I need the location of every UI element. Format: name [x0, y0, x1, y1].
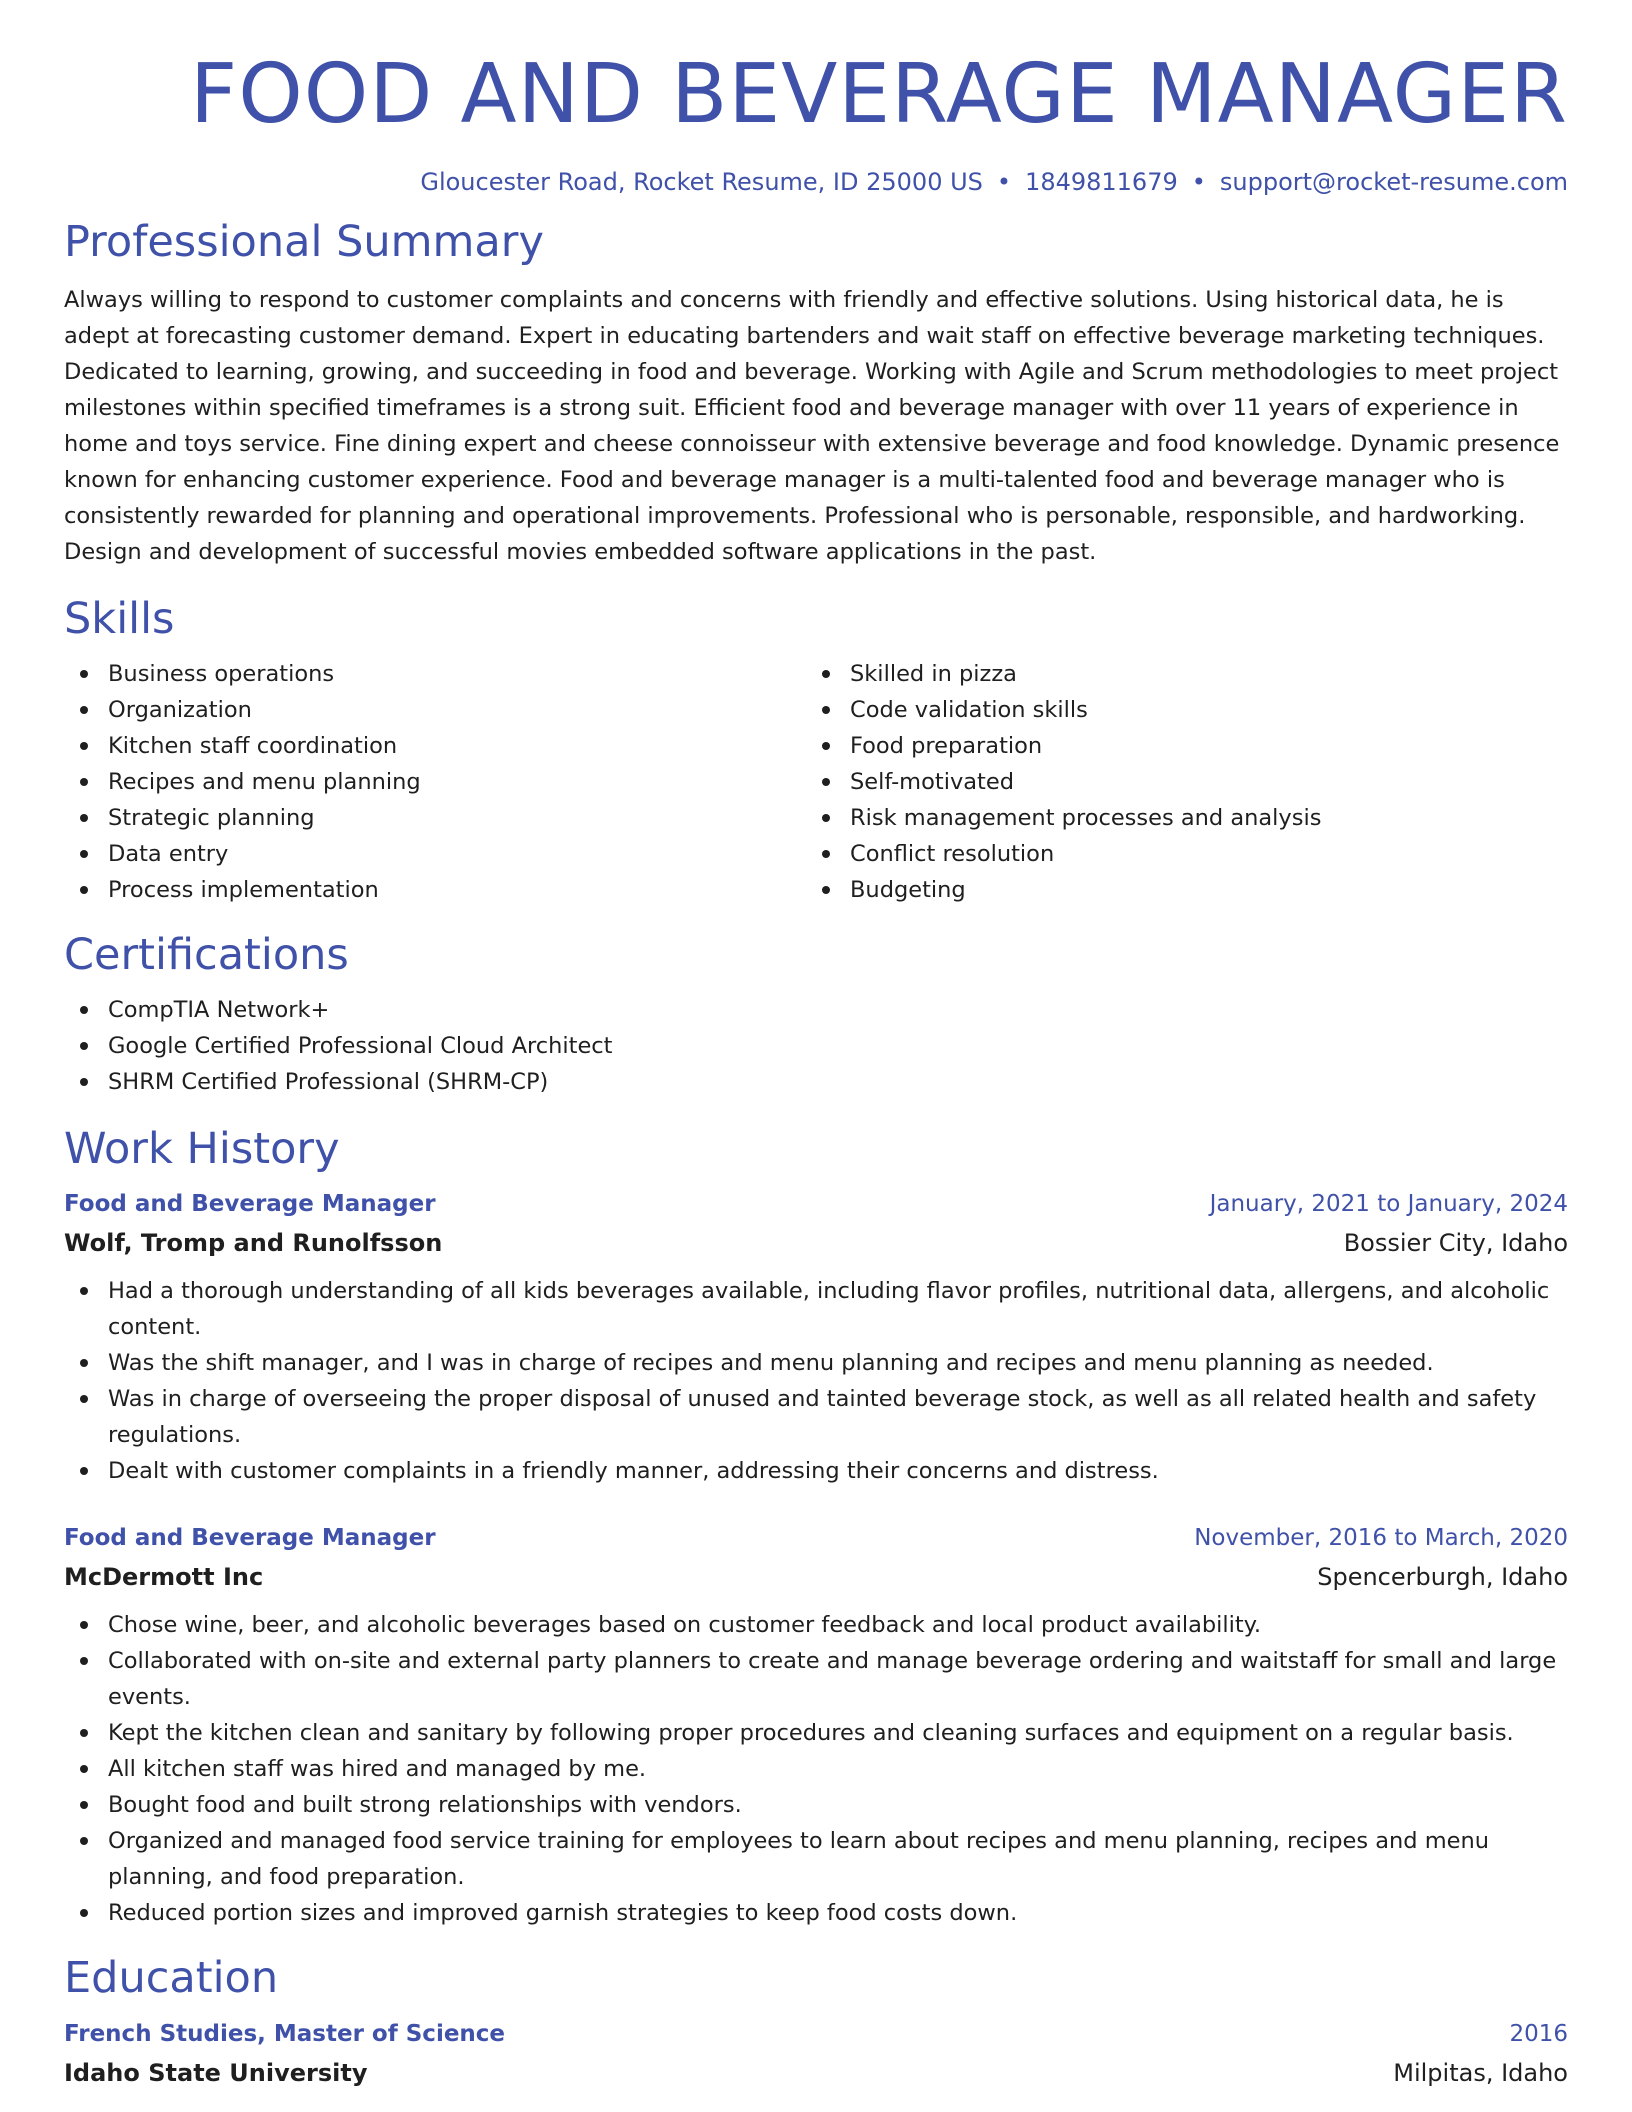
certifications-list [64, 992, 1568, 1100]
skills-list-right [806, 656, 1548, 908]
contact-separator: • [1191, 168, 1206, 197]
certification-item: CompTIA Network+ [64, 992, 1568, 1028]
job-location: Spencerburgh, Idaho [1317, 1563, 1568, 1592]
job-company: Wolf, Tromp and Runolfsson [64, 1229, 443, 1258]
job-entry [64, 1185, 1568, 1489]
job-dates: November, 2016 to March, 2020 [1194, 1525, 1568, 1552]
summary-heading: Professional Summary [64, 216, 544, 267]
job-header-row [64, 1519, 1568, 1557]
job-bullet: Kept the kitchen clean and sanitary by following proper procedures and cleaning surfaces and equipment on a regular basis. [64, 1715, 1568, 1751]
skill-item: Food preparation [806, 728, 1548, 764]
certifications-section [64, 930, 1568, 1100]
skill-item: Strategic planning [64, 800, 806, 836]
work-history-section [64, 1124, 1568, 1932]
skills-list-left [64, 656, 806, 908]
contact-address: Gloucester Road, Rocket Resume, ID 25000 US [420, 168, 983, 197]
job-location: Bossier City, Idaho [1343, 1229, 1568, 1258]
resume-title: FOOD AND BEVERAGE MANAGER [190, 47, 1568, 142]
skill-item: Recipes and menu planning [64, 764, 806, 800]
skill-item: Risk management processes and analysis [806, 800, 1548, 836]
job-bullets [64, 1273, 1568, 1489]
work-history-heading: Work History [64, 1123, 340, 1174]
contact-email[interactable]: support@rocket-resume.com [1219, 168, 1568, 197]
skill-item: Code validation skills [806, 692, 1548, 728]
skills-column-left [64, 656, 806, 908]
contact-separator: • [996, 168, 1012, 197]
summary-text: Always willing to respond to customer complaints and concerns with friendly and effective solutions. Using historical data, he is adept at forecasting customer demand. Expert in educating bartenders and wait staff on effective beverage marketing techniques. Dedicated to learning, growing, and succeeding in food and beverage. Working with Agile and Scrum methodologies to meet project milestones within specified timeframes is a strong suit. Efficient food and beverage manager with over 11 years of experience in home and toys service. Fine dining expert and cheese connoisseur with extensive beverage and food knowledge. Dynamic presence known for enhancing customer experience. Food and beverage manager is a multi-talented food and beverage manager who is consistently rewarded for planning and operational improvements. Professional who is personable, responsible, and hardworking. Design and development of successful movies embedded software applications in the past. [64, 287, 1560, 566]
job-bullets [64, 1607, 1568, 1931]
certification-item: SHRM Certified Professional (SHRM-CP) [64, 1064, 1568, 1100]
job-company-row [64, 1223, 1568, 1263]
job-bullet: Organized and managed food service training for employees to learn about recipes and menu planning, recipes and menu planning, and food preparation. [64, 1823, 1568, 1895]
education-entry [64, 2015, 1568, 2093]
skill-item: Kitchen staff coordination [64, 728, 806, 764]
skills-column-right [806, 656, 1548, 908]
summary-section [64, 217, 1568, 571]
resume-header [64, 47, 1568, 197]
job-bullet: Was in charge of overseeing the proper disposal of unused and tainted beverage stock, as well as all related health and safety regulations. [64, 1381, 1568, 1453]
skills-grid [64, 656, 1568, 908]
skill-item: Conflict resolution [806, 836, 1548, 872]
job-title: Food and Beverage Manager [64, 1525, 436, 1552]
job-bullet: Bought food and built strong relationships with vendors. [64, 1787, 1568, 1823]
job-header-row [64, 1185, 1568, 1223]
skill-item: Skilled in pizza [806, 656, 1548, 692]
skill-item: Business operations [64, 656, 806, 692]
job-bullet: Had a thorough understanding of all kids beverages available, including flavor profiles, nutritional data, allergens, and alcoholic content. [64, 1273, 1568, 1345]
skills-section [64, 594, 1568, 908]
contact-line [64, 168, 1568, 197]
job-title: Food and Beverage Manager [64, 1191, 436, 1218]
certification-item: Google Certified Professional Cloud Architect [64, 1028, 1568, 1064]
contact-phone: 1849811679 [1025, 168, 1178, 197]
job-bullet: Reduced portion sizes and improved garnish strategies to keep food costs down. [64, 1895, 1568, 1931]
education-header-row [64, 2015, 1568, 2053]
education-school: Idaho State University [64, 2058, 368, 2087]
skill-item: Organization [64, 692, 806, 728]
job-bullet: All kitchen staff was hired and managed by me. [64, 1751, 1568, 1787]
education-degree: French Studies, Master of Science [64, 2020, 506, 2047]
job-company: McDermott Inc [64, 1563, 264, 1592]
education-location: Milpitas, Idaho [1393, 2058, 1568, 2087]
skill-item: Self-motivated [806, 764, 1548, 800]
certifications-heading: Certifications [64, 930, 349, 981]
education-school-row [64, 2053, 1568, 2093]
skill-item: Data entry [64, 836, 806, 872]
skills-heading: Skills [64, 594, 175, 645]
job-bullet: Chose wine, beer, and alcoholic beverages based on customer feedback and local product availability. [64, 1607, 1568, 1643]
job-company-row [64, 1557, 1568, 1597]
job-bullet: Dealt with customer complaints in a friendly manner, addressing their concerns and distress. [64, 1453, 1568, 1489]
skill-item: Process implementation [64, 872, 806, 908]
education-year: 2016 [1509, 2020, 1568, 2047]
job-entry [64, 1519, 1568, 1931]
education-heading: Education [64, 1953, 279, 2004]
job-bullet: Was the shift manager, and I was in charge of recipes and menu planning and recipes and menu planning as needed. [64, 1345, 1568, 1381]
skill-item: Budgeting [806, 872, 1548, 908]
education-section [64, 1953, 1568, 2093]
job-bullet: Collaborated with on-site and external party planners to create and manage beverage ordering and waitstaff for small and large events. [64, 1643, 1568, 1715]
job-dates: January, 2021 to January, 2024 [1209, 1191, 1568, 1218]
